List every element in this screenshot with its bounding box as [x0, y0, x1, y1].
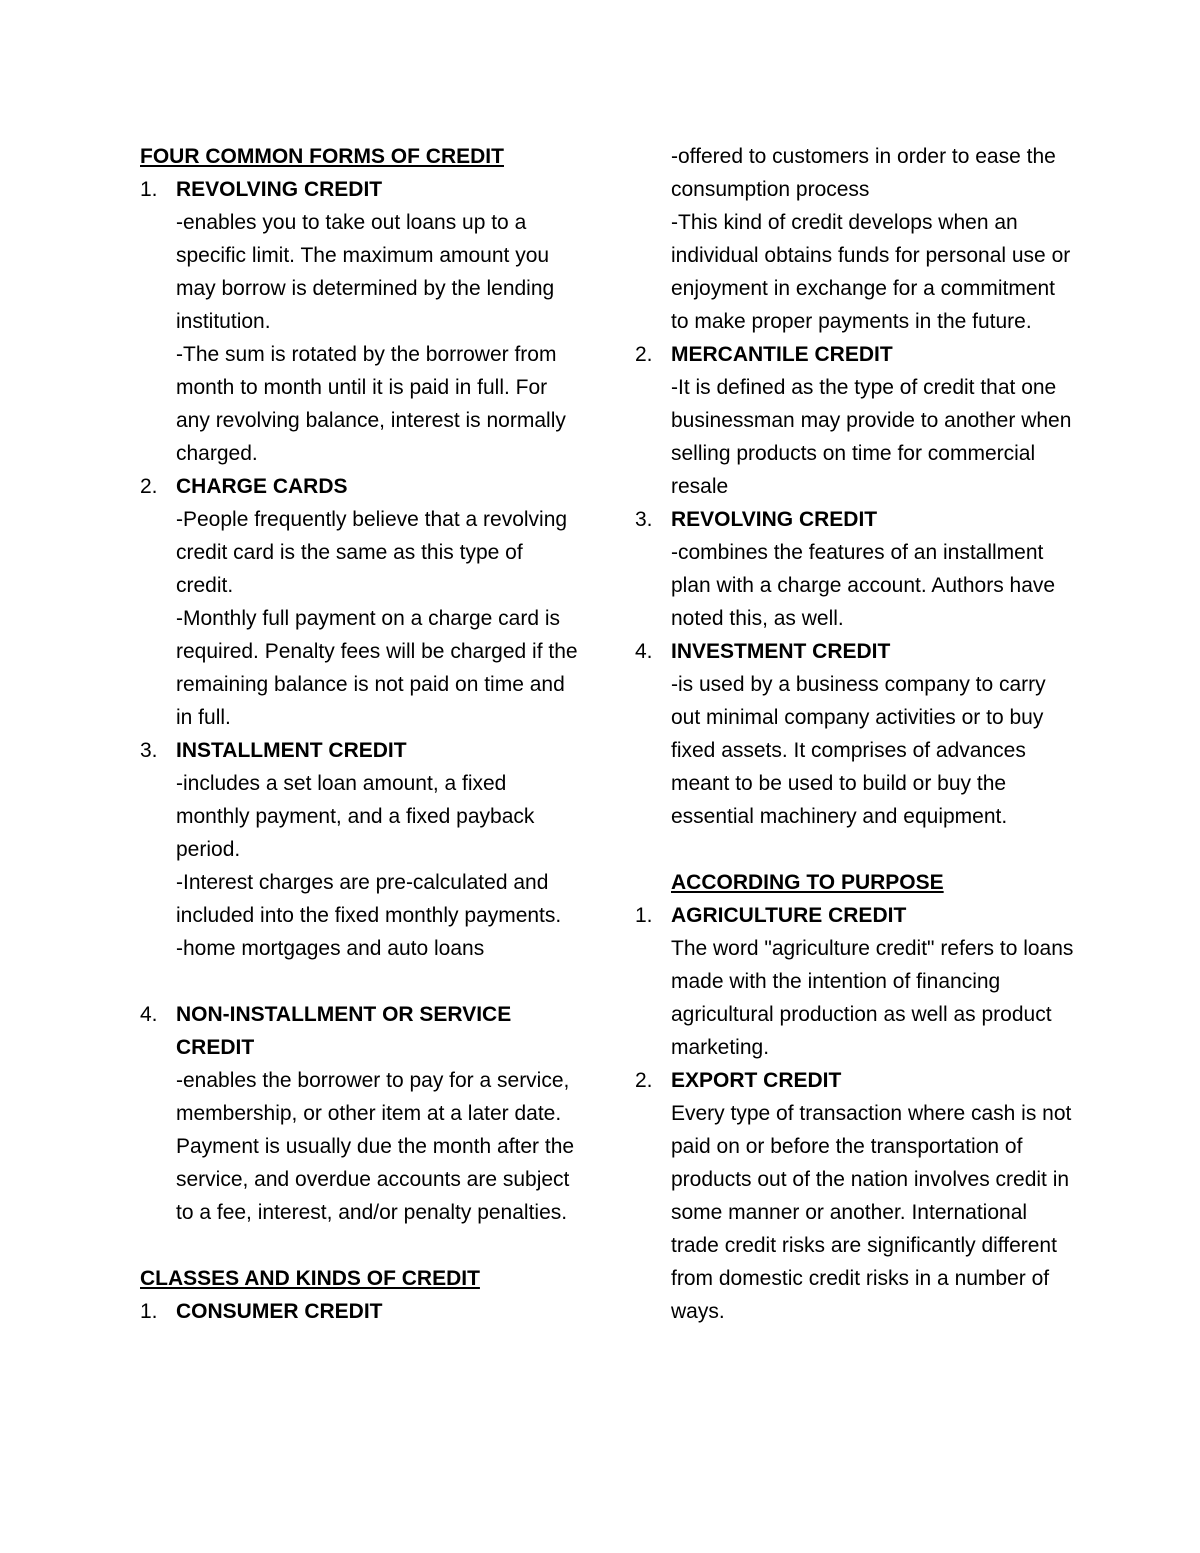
item-number: 3. — [140, 739, 158, 762]
item-paragraph: -The sum is rotated by the borrower from month to month until it is paid in full. For any revolving balance, interest is normally charged. — [176, 343, 566, 465]
item-paragraph: -enables the borrower to pay for a service, membership, or other item at a later date. Payment is usually due the month after the service, and overdue accounts are subject to a fee, interest, and/or penalty penalties. — [176, 1069, 575, 1224]
list-item — [635, 503, 1075, 635]
item-paragraph: -is used by a business company to carry out minimal company activities or to buy fixed assets. It comprises of advances meant to be used to build or buy the essential machinery and equipment. — [671, 673, 1046, 828]
item-number: 4. — [140, 1003, 158, 1026]
item-title: CHARGE CARDS — [176, 475, 348, 498]
left-column — [140, 140, 580, 1328]
item-number: 2. — [140, 475, 158, 498]
item-title: EXPORT CREDIT — [671, 1069, 842, 1092]
list-item — [140, 1295, 580, 1328]
section-heading-forms: FOUR COMMON FORMS OF CREDIT — [140, 145, 504, 168]
spacer — [635, 833, 1075, 866]
item-title: MERCANTILE CREDIT — [671, 343, 893, 366]
list-item — [140, 173, 580, 470]
right-column — [635, 140, 1075, 1328]
item-paragraph: -This kind of credit develops when an individual obtains funds for personal use or enjoyment in exchange for a commitment to make proper payments in the future. — [671, 211, 1071, 333]
item-paragraph: -enables you to take out loans up to a specific limit. The maximum amount you may borrow is determined by the lending institution. — [176, 211, 555, 333]
item-title: REVOLVING CREDIT — [176, 178, 383, 201]
item-title: INVESTMENT CREDIT — [671, 640, 891, 663]
section-heading-purpose: ACCORDING TO PURPOSE — [671, 871, 944, 894]
item-title: CONSUMER CREDIT — [176, 1300, 383, 1323]
item-number: 3. — [635, 508, 653, 531]
item-paragraph: -combines the features of an installment plan with a charge account. Authors have noted this, as well. — [671, 541, 1056, 630]
item-title: AGRICULTURE CREDIT — [671, 904, 907, 927]
item-paragraph: -home mortgages and auto loans — [176, 937, 485, 960]
item-paragraph: -People frequently believe that a revolving credit card is the same as this type of credit. — [176, 508, 568, 597]
spacer — [140, 965, 580, 998]
item-paragraph: -Monthly full payment on a charge card is required. Penalty fees will be charged if the remaining balance is not paid on time and in full. — [176, 607, 578, 729]
list-item — [635, 1064, 1075, 1328]
item-paragraph: -offered to customers in order to ease the consumption process — [671, 145, 1056, 201]
item-number: 4. — [635, 640, 653, 663]
item-title: NON-INSTALLMENT OR SERVICE CREDIT — [176, 1003, 512, 1059]
spacer — [140, 1229, 580, 1262]
list-item — [635, 899, 1075, 1064]
item-title: REVOLVING CREDIT — [671, 508, 878, 531]
list-item — [140, 734, 580, 965]
item-number: 2. — [635, 1069, 653, 1092]
item-paragraph: -includes a set loan amount, a fixed monthly payment, and a fixed payback period. — [176, 772, 535, 861]
item-title: INSTALLMENT CREDIT — [176, 739, 407, 762]
section-heading-classes: CLASSES AND KINDS OF CREDIT — [140, 1267, 480, 1290]
list-item — [635, 338, 1075, 503]
list-item — [635, 635, 1075, 833]
item-number: 1. — [140, 178, 158, 201]
item-number: 2. — [635, 343, 653, 366]
item-paragraph: -It is defined as the type of credit that one businessman may provide to another when selling products on time for commercial resale — [671, 376, 1072, 498]
list-item — [140, 470, 580, 734]
item-paragraph: Every type of transaction where cash is not paid on or before the transportation of products out of the nation involves credit in some manner or another. International trade credit risks are significantly different from domestic credit risks in a number of ways. — [671, 1102, 1072, 1323]
item-number: 1. — [140, 1300, 158, 1323]
list-item — [140, 998, 580, 1229]
item-number: 1. — [635, 904, 653, 927]
item-paragraph: The word "agriculture credit" refers to loans made with the intention of financing agricultural production as well as product marketing. — [671, 937, 1074, 1059]
item-paragraph: -Interest charges are pre-calculated and included into the fixed monthly payments. — [176, 871, 562, 927]
